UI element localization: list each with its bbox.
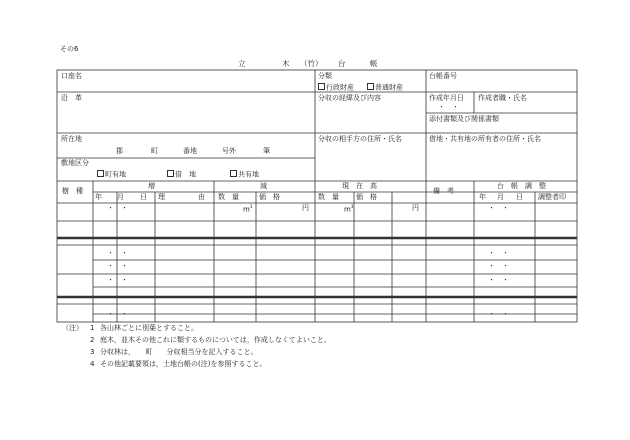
note-4-num: 4	[90, 360, 95, 368]
tenpu-shorui-label: 添付書類及び関係書類	[429, 115, 499, 123]
addr-banchi: 番地	[183, 147, 197, 155]
row3-date-dots: ・ ・	[107, 249, 128, 257]
daicho-bango-label: 台帳番号	[429, 72, 457, 80]
title-char-3: （竹）	[300, 59, 323, 68]
checkbox-icon	[367, 83, 374, 90]
checkbox-icon	[167, 170, 174, 177]
bikou-header: 備 考	[433, 187, 454, 195]
jushu-header: 樹 種	[62, 187, 83, 195]
col-hi: 日	[140, 193, 147, 201]
title-char-2: 木	[282, 59, 290, 68]
bunrui-option-gyousei[interactable]: 行政財産	[318, 83, 354, 92]
row4-chosei-dots: ・ ・	[488, 262, 509, 270]
bunrui-label: 分類	[318, 72, 332, 80]
col-riyu-ri: 理	[158, 193, 165, 201]
addr-hitsu: 筆	[263, 147, 270, 155]
bunrui-option-futsuu[interactable]: 普通財産	[367, 83, 403, 92]
col-chosei-nen: 年	[479, 193, 486, 201]
row1-gen-unit: $m^3$	[243, 204, 253, 214]
sekichi-option-chouyuchi[interactable]: 町有地	[97, 170, 126, 179]
shozaichi-label: 所在地	[61, 135, 82, 143]
col-chosei-tsuki: 月	[497, 193, 504, 201]
notes-label: （注）	[62, 324, 83, 332]
genzaidaka-header: 現 在 高	[342, 182, 377, 190]
note-3-text: 分収林は， 町 分収相当分を記入すること。	[100, 348, 258, 356]
col-genzai-suuryou: 数 量	[318, 193, 339, 201]
addr-gun: 郡	[116, 147, 123, 155]
enkaku-label: 沿 革	[61, 94, 82, 102]
row1-chosei-dots: ・ ・	[488, 204, 509, 212]
row5-date-dots: ・ ・	[107, 276, 128, 284]
bunshu-aite-label: 分収の相手方の住所・氏名	[318, 135, 402, 143]
row1-genzai-yen: 円	[412, 204, 419, 212]
sekichi-kubun-label: 敷地区分	[61, 159, 89, 167]
sakusei-nengappi-label: 作成年月日	[429, 94, 464, 102]
note-1-text: 各山林ごとに別葉とすること。	[100, 324, 198, 332]
col-nen: 年	[95, 193, 102, 201]
row5-chosei-dots: ・ ・	[488, 276, 509, 284]
row6-chosei-dots: ・ ・	[488, 310, 509, 318]
shakuchi-label: 借地・共有地の所有者の住所・氏名	[429, 135, 541, 143]
note-2-text: 庭木，並木その他これに類するものについては，作成しなくてよいこと。	[100, 336, 331, 344]
title-char-1: 立	[238, 59, 246, 68]
row1-genzai-unit: $m^3$	[344, 204, 354, 214]
col-genzai-kakaku: 価 格	[356, 193, 377, 201]
form-number: その6	[60, 45, 79, 53]
bunshu-keii-label: 分収の経緯及び内容	[318, 94, 381, 102]
addr-gogai: 号外	[222, 147, 236, 155]
note-4-text: その他記載要領は，土地台帳の(注)を参照すること。	[100, 360, 267, 368]
checkbox-icon	[318, 83, 325, 90]
note-3-num: 3	[90, 348, 95, 356]
col-tsuki: 月	[117, 193, 124, 201]
sakusei-date-dots: ・ ・	[438, 103, 459, 111]
row1-gen-yen: 円	[302, 204, 309, 212]
col-chosei-hi: 日	[516, 193, 523, 201]
checkbox-icon	[230, 170, 237, 177]
col-gen-suuryou: 数 量	[218, 193, 239, 201]
checkbox-icon	[97, 170, 104, 177]
col-riyu-yu: 由	[198, 193, 205, 201]
daicho-chousei-header: 台 帳 調 整	[497, 182, 546, 190]
row6-date-dots: ・ ・	[107, 310, 128, 318]
addr-machi: 町	[151, 147, 158, 155]
sakuseisha-label: 作成者職・氏名	[478, 94, 527, 102]
sekichi-option-shakuchi[interactable]: 借 地	[167, 170, 196, 179]
row3-chosei-dots: ・ ・	[488, 249, 509, 257]
koguchi-label: 口座名	[61, 72, 82, 80]
col-chouseisha-in: 調整者印	[538, 193, 566, 201]
zou-header: 増	[148, 182, 155, 190]
title-char-5: 帳	[370, 59, 378, 68]
title-char-4: 台	[338, 59, 346, 68]
gen-header: 減	[260, 182, 267, 190]
row4-date-dots: ・ ・	[107, 262, 128, 270]
sekichi-option-kyouyuchi[interactable]: 共有地	[230, 170, 259, 179]
note-2-num: 2	[90, 336, 95, 344]
row1-date-dots: ・ ・	[107, 204, 128, 212]
note-1-num: 1	[90, 324, 95, 332]
col-gen-kakaku: 価 格	[259, 193, 280, 201]
